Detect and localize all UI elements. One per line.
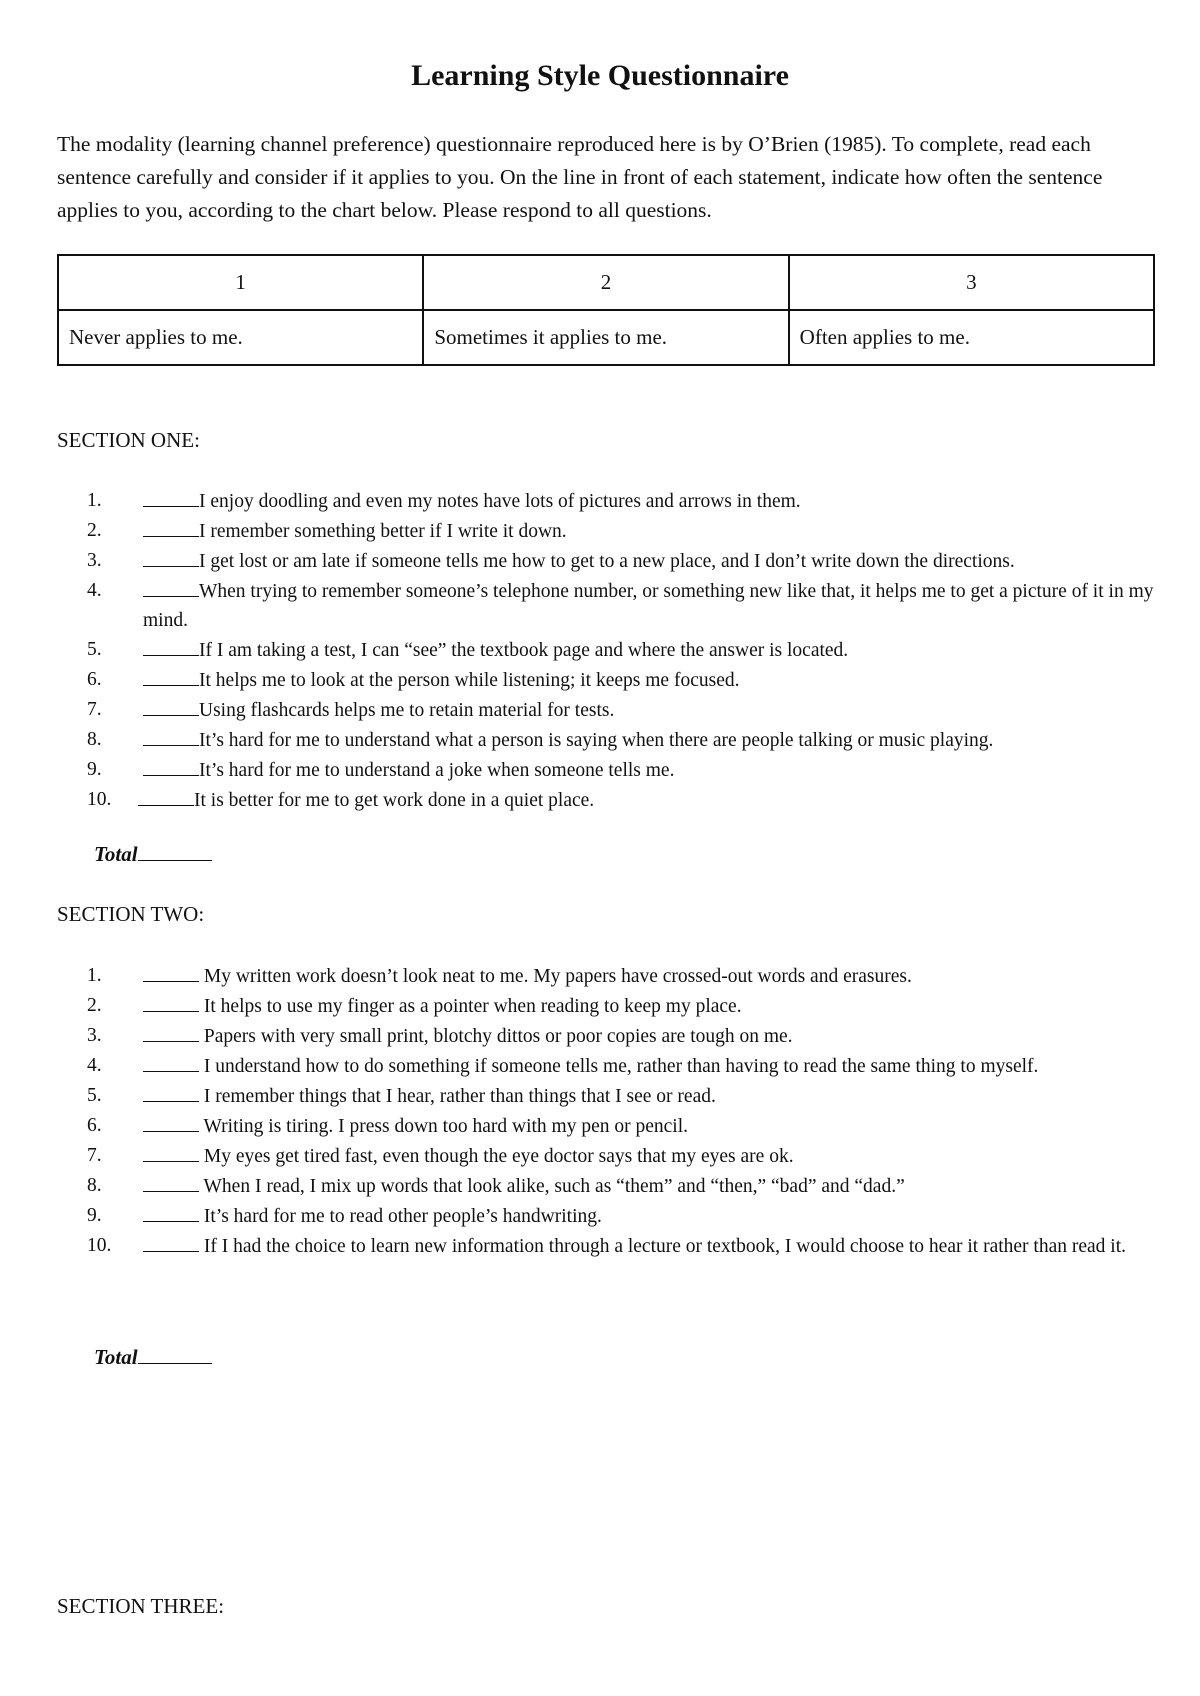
item-text: My eyes get tired fast, even though the eye doctor says that my eyes are ok. (203, 1146, 794, 1167)
scale-number-3: 3 (789, 255, 1154, 310)
answer-blank[interactable] (143, 991, 199, 1012)
list-item (57, 1141, 1167, 1171)
rating-scale-table (57, 254, 1155, 366)
list-item (57, 546, 1167, 576)
item-text: It is better for me to get work done in a quiet place. (194, 790, 595, 811)
list-item (57, 695, 1167, 725)
item-number: 2. (87, 995, 102, 1016)
item-text: Using flashcards helps me to retain material for tests. (199, 700, 615, 721)
section-one-heading: SECTION ONE: (57, 428, 200, 452)
page-title: Learning Style Questionnaire (411, 59, 789, 92)
item-text: It’s hard for me to understand what a person is saying when there are people talking or music playing. (199, 730, 994, 751)
scale-number-2: 2 (423, 255, 788, 310)
item-number: 8. (87, 1175, 102, 1196)
section-one-total (94, 840, 212, 868)
list-item (57, 725, 1167, 755)
item-number: 7. (87, 699, 102, 720)
list-item (57, 961, 1167, 991)
answer-blank[interactable] (143, 1081, 199, 1102)
list-item (57, 1171, 1167, 1201)
answer-blank[interactable] (143, 1231, 199, 1252)
answer-blank[interactable] (143, 1171, 199, 1192)
item-text: I remember something better if I write it down. (199, 521, 567, 542)
scale-number-1: 1 (58, 255, 423, 310)
section-two-total (94, 1343, 212, 1371)
item-text: It helps to use my finger as a pointer when reading to keep my place. (203, 996, 742, 1017)
item-text: I understand how to do something if someone tells me, rather than having to read the same thing to myself. (203, 1056, 1039, 1077)
item-text: I remember things that I hear, rather than things that I see or read. (203, 1086, 716, 1107)
answer-blank[interactable] (143, 1141, 199, 1162)
item-number: 3. (87, 550, 102, 571)
answer-blank[interactable] (143, 1111, 199, 1132)
section-three-heading: SECTION THREE: (57, 1594, 225, 1618)
answer-blank[interactable] (143, 1051, 199, 1072)
list-item (57, 486, 1167, 516)
answer-blank[interactable] (143, 576, 199, 597)
item-number: 3. (87, 1025, 102, 1046)
total-blank[interactable] (138, 1343, 212, 1364)
answer-blank[interactable] (143, 961, 199, 982)
list-item (57, 1111, 1167, 1141)
total-label: Total (94, 1345, 138, 1369)
section-two-list (57, 961, 1167, 1261)
answer-blank[interactable] (143, 1201, 199, 1222)
list-item (57, 665, 1167, 695)
answer-blank[interactable] (143, 1021, 199, 1042)
answer-blank[interactable] (138, 785, 194, 806)
list-item (57, 516, 1167, 546)
item-number: 10. (87, 1235, 112, 1256)
list-item (57, 1051, 1167, 1081)
item-number: 9. (87, 1205, 102, 1226)
answer-blank[interactable] (143, 486, 199, 507)
answer-blank[interactable] (143, 755, 199, 776)
scale-number-row (58, 255, 1154, 310)
total-blank[interactable] (138, 840, 212, 861)
answer-blank[interactable] (143, 635, 199, 656)
scale-label-row (58, 310, 1154, 365)
item-number: 1. (87, 490, 102, 511)
item-text: I get lost or am late if someone tells me how to get to a new place, and I don’t write down the directions. (199, 551, 1015, 572)
item-number: 8. (87, 729, 102, 750)
item-text: When I read, I mix up words that look alike, such as “them” and “then,” “bad” and “dad.” (203, 1176, 905, 1197)
item-text: If I had the choice to learn new information through a lecture or textbook, I would choose to hear it rather than read it. (203, 1236, 1127, 1257)
list-item (57, 1081, 1167, 1111)
answer-blank[interactable] (143, 546, 199, 567)
item-number: 9. (87, 759, 102, 780)
answer-blank[interactable] (143, 695, 199, 716)
item-number: 5. (87, 639, 102, 660)
list-item (57, 1231, 1167, 1261)
scale-label-never: Never applies to me. (58, 310, 423, 365)
list-item (57, 755, 1167, 785)
list-item (57, 635, 1167, 665)
answer-blank[interactable] (143, 516, 199, 537)
item-number: 7. (87, 1145, 102, 1166)
item-text: If I am taking a test, I can “see” the textbook page and where the answer is located. (199, 640, 849, 661)
item-number: 6. (87, 669, 102, 690)
item-number: 4. (87, 1055, 102, 1076)
total-label: Total (94, 842, 138, 866)
item-text: My written work doesn’t look neat to me. My papers have crossed-out words and erasures. (203, 966, 912, 987)
scale-label-sometimes: Sometimes it applies to me. (423, 310, 788, 365)
list-item (57, 785, 1167, 815)
scale-label-often: Often applies to me. (789, 310, 1154, 365)
item-text: It’s hard for me to read other people’s handwriting. (203, 1206, 602, 1227)
item-text: It’s hard for me to understand a joke when someone tells me. (199, 760, 675, 781)
item-text: It helps me to look at the person while listening; it keeps me focused. (199, 670, 740, 691)
item-number: 2. (87, 520, 102, 541)
item-number: 5. (87, 1085, 102, 1106)
item-text: When trying to remember someone’s telephone number, or something new like that, it helps me to get a picture of it in my mind. (143, 581, 1154, 631)
item-number: 1. (87, 965, 102, 986)
list-item (57, 576, 1167, 635)
answer-blank[interactable] (143, 725, 199, 746)
section-two-heading: SECTION TWO: (57, 902, 205, 926)
list-item (57, 1201, 1167, 1231)
answer-blank[interactable] (143, 665, 199, 686)
list-item (57, 991, 1167, 1021)
list-item (57, 1021, 1167, 1051)
intro-paragraph: The modality (learning channel preference) questionnaire reproduced here is by O’Brien (1985). To complete, read each sentence carefully and consider if it applies to you. On the line in front of each statement, indicate how often the sentence applies to you, according to the chart below. Please respond to all questions. (57, 132, 1103, 222)
item-number: 6. (87, 1115, 102, 1136)
item-number: 4. (87, 580, 102, 601)
item-text: Writing is tiring. I press down too hard with my pen or pencil. (203, 1116, 689, 1137)
item-number: 10. (87, 789, 112, 810)
item-text: I enjoy doodling and even my notes have lots of pictures and arrows in them. (199, 491, 801, 512)
section-one-list (57, 486, 1167, 815)
item-text: Papers with very small print, blotchy dittos or poor copies are tough on me. (203, 1026, 793, 1047)
